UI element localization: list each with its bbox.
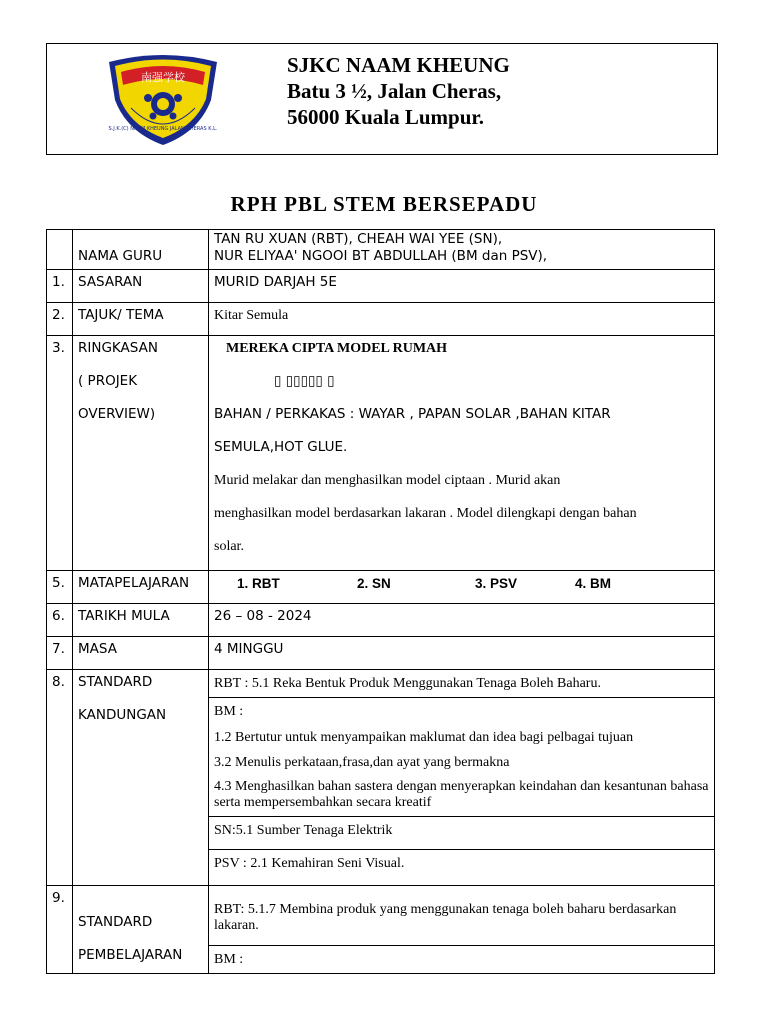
logo-ring-text: S.J.K.(C) NAAM KHEUNG JALAN CHERAS K.L. [108,126,218,132]
table-row [47,604,715,637]
materials-line1: BAHAN / PERKAKAS : WAYAR , PAPAN SOLAR ,BAHAN KITAR [214,406,611,422]
school-header [46,43,718,155]
label-standard-2: STANDARD [78,914,153,930]
label-projek: ( PROJEK [78,373,138,389]
table-row [47,336,715,571]
description-line3: solar. [214,539,244,554]
value-sasaran: MURID DARJAH 5E [209,270,715,303]
row-number: 2. [47,303,73,336]
sk-psv: PSV : 2.1 Kemahiran Seni Visual. [214,856,405,871]
sp-rbt: RBT: 5.1.7 Membina produk yang menggunakan tenaga boleh baharu berdasarkan lakaran. [209,886,714,946]
row-number: 9. [47,886,73,974]
materials-line2: SEMULA,HOT GLUE. [214,439,348,455]
school-address-line2: 56000 Kuala Lumpur. [287,105,485,129]
project-heading: MEREKA CIPTA MODEL RUMAH [226,341,448,356]
school-name-block [287,52,510,130]
school-address-line1: Batu 3 ½, Jalan Cheras, [287,79,502,103]
table-row [47,571,715,604]
row-number: 5. [47,571,73,604]
label-masa: MASA [73,637,209,670]
sk-bm-3: 4.3 Menghasilkan bahan sastera dengan menyerapkan keindahan dan kesantunan bahasa serta mempersembahkan secara kreatif [214,779,709,810]
school-name: SJKC NAAM KHEUNG [287,53,510,77]
label-pembelajaran: PEMBELAJARAN [78,947,183,963]
value-tajuk: Kitar Semula [209,303,715,336]
row-number: 7. [47,637,73,670]
sk-bm-block [209,698,714,817]
missing-glyphs: ▯ ▯▯▯▯▯ ▯ [274,373,335,389]
label-tarikh-mula: TARIKH MULA [73,604,209,637]
school-logo [103,48,223,148]
table-row [47,670,715,886]
sp-bm-label: BM : [214,952,244,967]
row-number: 1. [47,270,73,303]
document-title: RPH PBL STEM BERSEPADU [230,192,538,216]
table-row [47,886,715,974]
value-tarikh-mula: 26 – 08 - 2024 [209,604,715,637]
label-sasaran: SASARAN [73,270,209,303]
label-nama-guru: NAMA GURU [78,248,163,264]
label-standard: STANDARD [78,674,153,690]
rph-table [46,229,715,974]
subject-bm: 4. BM [575,576,612,591]
row-number: 8. [47,670,73,886]
description-line1: Murid melakar dan menghasilkan model ciptaan . Murid akan [214,473,561,488]
table-row [47,637,715,670]
description-line2: menghasilkan model berdasarkan lakaran . Model dilengkapi dengan bahan [214,506,637,521]
sk-bm-label: BM : [214,704,244,719]
label-overview: OVERVIEW) [78,406,156,422]
sk-bm-1: 1.2 Bertutur untuk menyampaikan maklumat dan idea bagi pelbagai tujuan [214,730,634,745]
table-row [47,230,715,270]
subject-sn: 2. SN [357,576,391,591]
sk-rbt: RBT : 5.1 Reka Bentuk Produk Menggunakan Tenaga Boleh Baharu. [209,670,714,698]
table-row [47,303,715,336]
label-kandungan: KANDUNGAN [78,707,167,723]
teacher-names-line2: NUR ELIYAA' NGOOI BT ABDULLAH (BM dan PSV), [214,248,548,264]
label-matapelajaran: MATAPELAJARAN [73,571,209,604]
teacher-names-line1: TAN RU XUAN (RBT), CHEAH WAI YEE (SN), [214,231,503,247]
label-tajuk: TAJUK/ TEMA [73,303,209,336]
table-row [47,270,715,303]
sk-sn: SN:5.1 Sumber Tenaga Elektrik [209,817,714,850]
subject-psv: 3. PSV [475,576,518,591]
sk-bm-2: 3.2 Menulis perkataan,frasa,dan ayat yang bermakna [214,755,510,770]
value-masa: 4 MINGGU [209,637,715,670]
subject-rbt: 1. RBT [237,576,280,591]
label-ringkasan: RINGKASAN [78,340,158,356]
logo-chinese-text: 南强学校 [141,71,185,84]
row-number: 6. [47,604,73,637]
row-number: 3. [47,336,73,571]
